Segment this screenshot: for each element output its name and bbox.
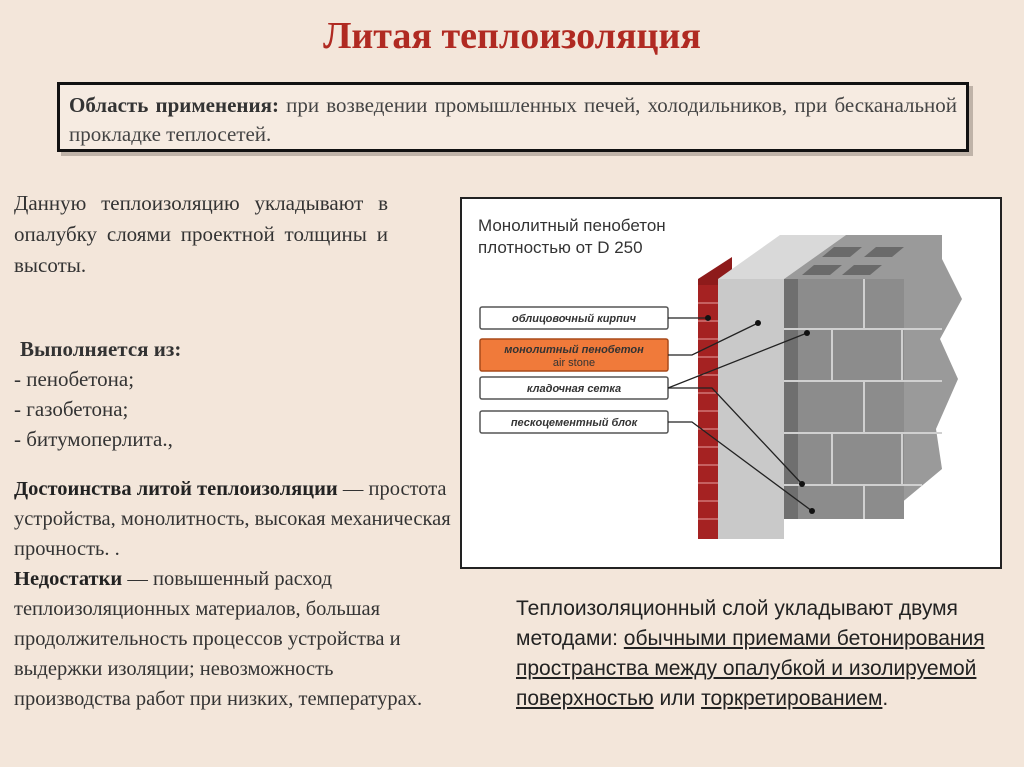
scope-label: Область применения: (69, 93, 279, 117)
methods-joiner: или (653, 687, 702, 710)
block-layer (784, 235, 962, 519)
made-from-list (14, 334, 394, 454)
disadvantages-label: Недостатки (14, 568, 123, 590)
label-foam-text-1: монолитный пенобетон (504, 344, 644, 356)
label-mesh (480, 377, 668, 399)
intro-paragraph: Данную теплоизоляцию укладывают в опалубку слоями проектной толщины и высоты. (14, 191, 388, 277)
label-brick-text: облицовочный кирпич (512, 313, 636, 325)
label-foam-text-2: air stone (552, 357, 596, 369)
made-from-item: - битумоперлита., (14, 427, 173, 451)
advantages-label: Достоинства литой теплоизоляции (14, 478, 338, 500)
methods-end: . (882, 687, 889, 710)
label-mesh-text: кладочная сетка (526, 383, 622, 395)
scope-text: при возведении промышленных печей, холодильников, при бесканальной прокладке теплосетей. (69, 93, 958, 146)
disadvantages-text: — повышенный расход теплоизоляционных материалов, большая продолжительность процессов устройства и выдержки изоляции; невозможность производства работ при низких, температурах. (14, 568, 423, 710)
slide-title: Литая теплоизоляция (323, 15, 701, 57)
diagram-caption-line2: плотностью от D 250 (478, 238, 643, 257)
made-from-header: Выполняется из: (20, 337, 182, 361)
label-block-text: пескоцементный блок (510, 417, 638, 429)
label-block (480, 411, 668, 433)
wall-diagram (460, 197, 1002, 569)
advantages-text: — простота устройства, монолитность, высокая механическая прочность. . (14, 478, 451, 560)
wall-diagram-svg (462, 199, 1000, 567)
methods-intro: Теплоизоляционный слой укладывают двумя методами: (516, 597, 958, 650)
method-2-link[interactable]: торкретированием (701, 687, 883, 710)
pros-cons-paragraph (14, 474, 454, 714)
label-foam (480, 339, 668, 371)
method-1-link[interactable]: обычными приемами бетонирования пространства между опалубкой и изолируемой поверхностью (516, 627, 985, 710)
made-from-item: - пенобетона; (14, 367, 135, 391)
diagram-caption-line1: Монолитный пенобетон (478, 216, 666, 235)
made-from-item: - газобетона; (14, 397, 129, 421)
methods-paragraph (516, 594, 986, 714)
label-brick (480, 307, 668, 329)
application-scope-box (57, 82, 969, 152)
